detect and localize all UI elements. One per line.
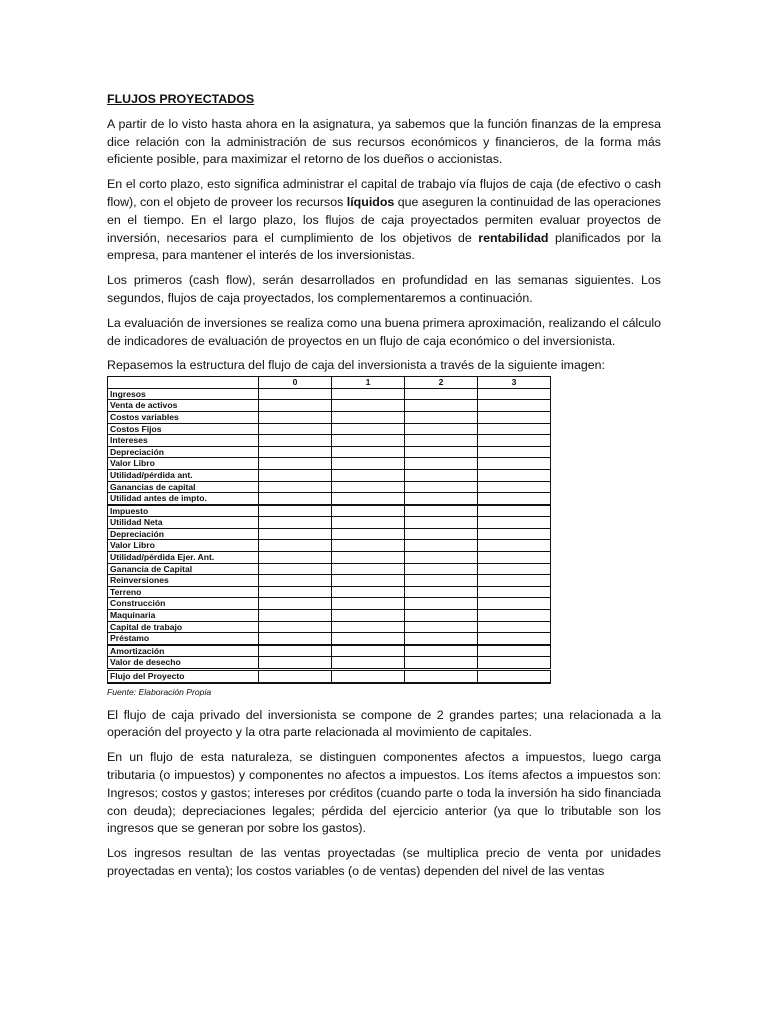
row-label: Impuesto xyxy=(108,505,259,517)
paragraph-short-long-term xyxy=(107,176,661,265)
table-cell xyxy=(259,645,332,657)
table-row xyxy=(108,621,551,633)
table-row xyxy=(108,575,551,587)
table-cell xyxy=(405,446,478,458)
table-cell xyxy=(259,633,332,645)
table-row xyxy=(108,411,551,423)
table-row xyxy=(108,633,551,645)
paragraph-text: que aseguren la continuidad de las operaciones en el tiempo. En el largo plazo, los flujos de caja proyectados permiten evaluar proyectos de inversión, necesarios para el cumplimiento de los objetivos de xyxy=(107,194,661,245)
table-row xyxy=(108,493,551,505)
table-cell xyxy=(478,633,551,645)
paragraph-text: planificados por la empresa, para mantener el interés de los inversionistas. xyxy=(107,230,661,263)
table-header-row xyxy=(108,377,551,389)
table-cell xyxy=(332,598,405,610)
table-cell xyxy=(259,563,332,575)
table-cell xyxy=(405,598,478,610)
table-row xyxy=(108,435,551,447)
table-cell xyxy=(259,528,332,540)
table-cell xyxy=(259,621,332,633)
table-cell xyxy=(478,670,551,683)
cash-flow-table-figure xyxy=(107,376,551,697)
table-header-cell: 0 xyxy=(259,377,332,389)
table-row xyxy=(108,458,551,470)
table-cell xyxy=(259,423,332,435)
table-cell xyxy=(259,469,332,481)
row-label: Construcción xyxy=(108,598,259,610)
table-header-cell: 1 xyxy=(332,377,405,389)
table-row xyxy=(108,670,551,683)
table-cell xyxy=(332,423,405,435)
table-row xyxy=(108,481,551,493)
table-row xyxy=(108,528,551,540)
row-label: Costos variables xyxy=(108,411,259,423)
paragraph-evaluation: La evaluación de inversiones se realiza como una buena primera aproximación, realizando el cálculo de indicadores de evaluación de proyectos en un flujo de caja económico o del inversionista. xyxy=(107,315,661,348)
table-cell xyxy=(405,411,478,423)
table-cell xyxy=(478,657,551,670)
table-cell xyxy=(332,517,405,529)
table-cell xyxy=(332,633,405,645)
table-cell xyxy=(405,657,478,670)
row-label: Amortización xyxy=(108,645,259,657)
table-cell xyxy=(478,552,551,564)
table-cell xyxy=(478,435,551,447)
row-label: Capital de trabajo xyxy=(108,621,259,633)
paragraph-intro: A partir de lo visto hasta ahora en la asignatura, ya sabemos que la función finanzas de la empresa dice relación con la administración de sus recursos económicos y financieros, de la forma más eficiente posible, para maximizar el retorno de los dueños o accionistas. xyxy=(107,116,661,167)
table-header-cell xyxy=(108,377,259,389)
table-cell xyxy=(405,400,478,412)
row-label: Ganancias de capital xyxy=(108,481,259,493)
table-cell xyxy=(332,586,405,598)
table-cell xyxy=(478,598,551,610)
table-cell xyxy=(405,493,478,505)
table-cell xyxy=(478,469,551,481)
table-header-cell: 2 xyxy=(405,377,478,389)
table-row xyxy=(108,505,551,517)
table-cell xyxy=(332,469,405,481)
table-cell xyxy=(405,645,478,657)
table-cell xyxy=(405,552,478,564)
table-cell xyxy=(259,670,332,683)
row-label: Venta de activos xyxy=(108,400,259,412)
table-cell xyxy=(405,517,478,529)
table-cell xyxy=(478,528,551,540)
table-cell xyxy=(405,458,478,470)
table-cell xyxy=(332,610,405,622)
document-content xyxy=(107,91,661,888)
table-cell xyxy=(478,540,551,552)
table-cell xyxy=(332,575,405,587)
table-cell xyxy=(259,435,332,447)
table-row xyxy=(108,598,551,610)
table-cell xyxy=(478,610,551,622)
table-cell xyxy=(478,586,551,598)
row-label: Valor de desecho xyxy=(108,657,259,670)
table-cell xyxy=(405,621,478,633)
table-cell xyxy=(259,481,332,493)
row-label: Utilidad Neta xyxy=(108,517,259,529)
paragraph-income: Los ingresos resultan de las ventas proyectadas (se multiplica precio de venta por unidades proyectadas en venta); los costos variables (o de ventas) dependen del nivel de las ventas xyxy=(107,846,661,878)
paragraph-taxes: En un flujo de esta naturaleza, se distinguen componentes afectos a impuestos, luego carga tributaria (o impuestos) y componentes no afectos a impuestos. Los ítems afectos a impuestos son: Ingresos; costos y gastos; intereses por créditos (cuando parte o toda la inversión ha sido financiada con deuda); depreciaciones legales; pérdida del ejercicio anterior (ya que lo tributable son los ingresos que se generan por sobre los gastos). xyxy=(107,750,661,836)
table-row xyxy=(108,517,551,529)
table-cell xyxy=(332,481,405,493)
row-label: Utilidad antes de impto. xyxy=(108,493,259,505)
table-cell xyxy=(259,446,332,458)
table-cell xyxy=(332,645,405,657)
table-cell xyxy=(259,505,332,517)
table-row xyxy=(108,586,551,598)
table-row xyxy=(108,540,551,552)
table-cell xyxy=(332,493,405,505)
row-label: Costos Fijos xyxy=(108,423,259,435)
table-row xyxy=(108,552,551,564)
table-cell xyxy=(405,435,478,447)
table-cell xyxy=(332,552,405,564)
row-label: Maquinaria xyxy=(108,610,259,622)
table-cell xyxy=(478,563,551,575)
row-label: Terreno xyxy=(108,586,259,598)
table-cell xyxy=(478,481,551,493)
table-row xyxy=(108,610,551,622)
row-label: Valor Libro xyxy=(108,540,259,552)
table-cell xyxy=(405,505,478,517)
table-row xyxy=(108,388,551,400)
table-body xyxy=(108,388,551,682)
table-cell xyxy=(332,400,405,412)
table-cell xyxy=(478,411,551,423)
table-cell xyxy=(259,586,332,598)
table-cell xyxy=(478,388,551,400)
table-source: Fuente: Elaboración Propia xyxy=(107,686,212,697)
table-row xyxy=(108,469,551,481)
table-cell xyxy=(259,657,332,670)
table-cell xyxy=(332,505,405,517)
table-cell xyxy=(259,493,332,505)
table-cell xyxy=(332,458,405,470)
row-label: Intereses xyxy=(108,435,259,447)
row-label: Depreciación xyxy=(108,446,259,458)
table-row xyxy=(108,400,551,412)
paragraph-cash-flow: Los primeros (cash flow), serán desarrollados en profundidad en las semanas siguientes. Los segundos, flujos de caja proyectados, los complementaremos a continuación. xyxy=(107,273,661,305)
table-cell xyxy=(259,598,332,610)
table-cell xyxy=(259,575,332,587)
table-cell xyxy=(478,458,551,470)
row-label: Depreciación xyxy=(108,528,259,540)
table-row xyxy=(108,563,551,575)
table-header-cell: 3 xyxy=(478,377,551,389)
table-cell xyxy=(405,423,478,435)
table-cell xyxy=(405,610,478,622)
table-cell xyxy=(405,469,478,481)
row-label: Utilidad/pérdida Ejer. Ant. xyxy=(108,552,259,564)
table-cell xyxy=(405,388,478,400)
row-label: Valor Libro xyxy=(108,458,259,470)
table-cell xyxy=(332,670,405,683)
table-cell xyxy=(405,563,478,575)
table-cell xyxy=(405,633,478,645)
table-cell xyxy=(405,670,478,683)
table-cell xyxy=(259,610,332,622)
table-row xyxy=(108,446,551,458)
table-row xyxy=(108,657,551,670)
table-cell xyxy=(259,411,332,423)
paragraph-table-intro: Repasemos la estructura del flujo de caja del inversionista a través de la siguiente imagen: xyxy=(107,358,605,373)
table-cell xyxy=(478,505,551,517)
table-cell xyxy=(478,575,551,587)
cash-flow-table xyxy=(107,376,551,683)
table-row xyxy=(108,423,551,435)
row-label: Utilidad/pérdida ant. xyxy=(108,469,259,481)
table-cell xyxy=(478,645,551,657)
table-cell xyxy=(259,517,332,529)
table-cell xyxy=(332,411,405,423)
table-cell xyxy=(478,493,551,505)
table-cell xyxy=(405,586,478,598)
table-cell xyxy=(332,621,405,633)
paragraph-private-flow: El flujo de caja privado del inversionista se compone de 2 grandes partes; una relacionada a la operación del proyecto y la otra parte relacionada al movimiento de capitales. xyxy=(107,707,661,740)
bold-term-rentabilidad: rentabilidad xyxy=(478,230,549,245)
table-cell xyxy=(332,540,405,552)
row-label: Ganancia de Capital xyxy=(108,563,259,575)
row-label: Flujo del Proyecto xyxy=(108,670,259,683)
table-cell xyxy=(478,621,551,633)
table-cell xyxy=(332,528,405,540)
row-label: Reinversiones xyxy=(108,575,259,587)
table-cell xyxy=(478,423,551,435)
bold-term-liquidos: líquidos xyxy=(346,194,395,209)
section-title: FLUJOS PROYECTADOS xyxy=(107,92,255,106)
table-cell xyxy=(478,400,551,412)
table-cell xyxy=(405,481,478,493)
table-cell xyxy=(332,657,405,670)
table-cell xyxy=(332,563,405,575)
table-cell xyxy=(259,458,332,470)
table-cell xyxy=(332,446,405,458)
table-cell xyxy=(259,400,332,412)
table-cell xyxy=(259,552,332,564)
table-cell xyxy=(405,528,478,540)
paragraph-text: En el corto plazo, esto significa administrar el capital de trabajo vía flujos de caja (de efectivo o cash flow), con el objeto de proveer los recursos xyxy=(107,177,661,209)
table-cell xyxy=(332,388,405,400)
row-label: Ingresos xyxy=(108,388,259,400)
table-cell xyxy=(478,446,551,458)
table-cell xyxy=(405,540,478,552)
table-cell xyxy=(478,517,551,529)
table-cell xyxy=(259,540,332,552)
table-cell xyxy=(405,575,478,587)
table-cell xyxy=(259,388,332,400)
table-row xyxy=(108,645,551,657)
table-cell xyxy=(332,435,405,447)
row-label: Préstamo xyxy=(108,633,259,645)
